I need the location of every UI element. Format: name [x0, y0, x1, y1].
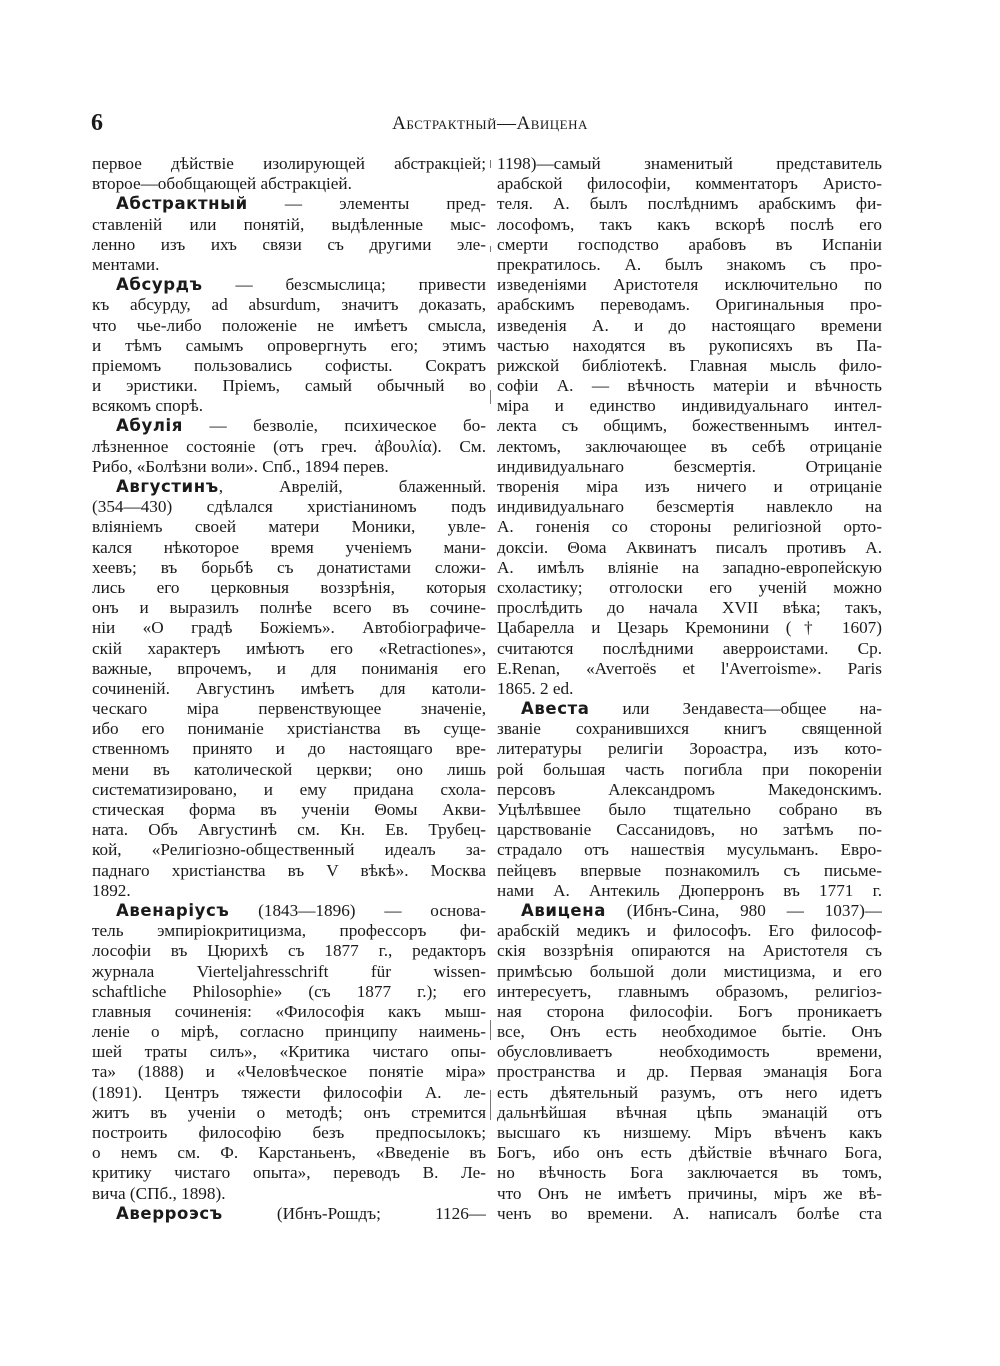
column-rule-mark [490, 1020, 491, 1040]
text-line [92, 982, 486, 1002]
text-line [497, 618, 882, 638]
line-text: софіи А. — вѣчность матеріи и вѣчность [497, 376, 882, 396]
text-line [92, 457, 486, 477]
line-text: схоластику; отголоски его ученій можно [497, 577, 882, 597]
line-text: шей траты силъ», «Критика чистаго опы- [92, 1042, 486, 1062]
text-line [92, 639, 486, 659]
text-line [497, 982, 882, 1002]
line-text: примѣсью большой доли мистицизма, и его [497, 961, 882, 981]
line-text: частью находятся въ рукописяхъ въ Па- [497, 335, 882, 355]
line-text: дальнѣйшая вѣчная цѣпь эманацій отъ [497, 1102, 882, 1122]
running-title: Абстрактный—Авицена [392, 113, 588, 134]
text-line [497, 255, 882, 275]
line-text: рой большая часть погибла при покореніи [497, 759, 882, 779]
line-text: ибо его пониманіе христіанства въ суще- [92, 719, 486, 739]
line-text: считаются послѣдними аверроистами. Ср. [497, 638, 882, 658]
line-text: — элементы пред- [247, 194, 486, 214]
text-line [497, 739, 882, 759]
text-line [92, 659, 486, 679]
text-line [92, 558, 486, 578]
text-line [92, 235, 486, 255]
line-text: изведенія А. и до настоящаго времени [497, 315, 882, 335]
text-line [92, 881, 486, 901]
line-text: леніе о мірѣ, согласно принципу наимень- [92, 1022, 486, 1042]
line-text: второе—обобщающей абстракціей. [92, 174, 352, 194]
line-text: — безсмыслица; привести [202, 275, 486, 295]
entry-first-line [497, 699, 882, 719]
column-rule-mark [490, 390, 491, 404]
column-rule-mark [490, 246, 491, 252]
entry-headword: Абсурдъ [116, 275, 203, 295]
text-line [497, 1062, 882, 1082]
line-text: Уцѣлѣвшее было тщательно собрано въ [497, 800, 882, 819]
line-text: мени въ католической церкви; оно лишь [92, 759, 486, 779]
line-text: кой, «Религіозно-общественный идеалъ за- [92, 840, 486, 860]
line-text: schaftliche Philosophie» (съ 1877 г.); его [92, 981, 486, 1001]
entry-first-line [92, 194, 486, 214]
text-line [92, 295, 486, 315]
text-line [497, 215, 882, 235]
line-text: страдало отъ нашествія мусульманъ. Евро- [497, 840, 882, 860]
line-text: ная сторона философіи. Богъ проникаетъ [497, 1001, 882, 1021]
line-text: лософомъ, такъ какъ вскорѣ послѣ его [497, 214, 882, 234]
line-text: стическая форма въ ученіи Θомы Акви- [92, 800, 486, 819]
line-text: 1198)—самый знаменитый представитель [497, 154, 882, 173]
line-text: есть дѣятельный разумъ, отъ него идетъ [497, 1082, 882, 1102]
line-text: ставленій или понятій, выдѣленные мыс- [92, 214, 486, 234]
line-text: о немъ см. Ф. Карстаньенъ, «Введеніе въ [92, 1143, 486, 1163]
line-text: лись его церковныя воззрѣнія, которыя [92, 577, 486, 597]
text-line [497, 881, 882, 901]
text-line [92, 437, 486, 457]
line-text: нами А. Антекиль Дюперронъ въ 1771 г. [497, 880, 882, 900]
line-text: ніи «О градѣ Божіемъ». Автобіографиче- [92, 618, 486, 638]
line-text: E.Renan, «Averroës et l'Averroisme». Paris [497, 658, 882, 678]
line-text: персовъ Александромъ Македонскимъ. [497, 779, 882, 799]
line-text: — безволіе, психическое бо- [182, 416, 486, 436]
line-text: , Аврелій, блаженный. [218, 477, 486, 496]
entry-headword: Авицена [521, 900, 606, 920]
left-column [92, 154, 486, 1224]
line-text: обусловливаетъ необходимость времени, [497, 1042, 882, 1062]
line-text: но вѣчность Бога заключается въ томъ, [497, 1163, 882, 1183]
text-line [497, 235, 882, 255]
text-line [497, 639, 882, 659]
text-line [497, 517, 882, 537]
text-line [497, 396, 882, 416]
text-line [92, 618, 486, 638]
text-line [497, 578, 882, 598]
line-text: вича (СПб., 1898). [92, 1183, 226, 1203]
line-text: паднаго христіанства въ V вѣкѣ». Москва [92, 860, 486, 880]
text-line [497, 336, 882, 356]
entry-first-line [92, 477, 486, 497]
text-line [497, 861, 882, 881]
line-text: все, Онъ есть необходимое бытіе. Онъ [497, 1022, 882, 1042]
entry-headword: Авенаріусъ [116, 900, 230, 920]
line-text: (1891). Центръ тяжести философіи А. ле- [92, 1082, 486, 1102]
line-text: Рибо, «Болѣзни воли». Спб., 1894 перев. [92, 456, 389, 476]
text-line [497, 1002, 882, 1022]
text-line [92, 739, 486, 759]
column-rule-mark [490, 160, 491, 168]
entry-headword: Абстрактный [116, 194, 248, 214]
text-line [92, 1163, 486, 1183]
text-line [92, 336, 486, 356]
text-line [92, 800, 486, 820]
text-line [497, 457, 882, 477]
text-line [92, 598, 486, 618]
line-text: онъ и выразилъ полнѣе всего въ сочине- [92, 598, 486, 618]
line-text: ченъ во времени. А. написалъ болѣе ста [497, 1203, 882, 1223]
text-line [497, 1123, 882, 1143]
text-line [92, 861, 486, 881]
text-line [497, 275, 882, 295]
line-text: житъ въ ученіи о методѣ; онъ стремится [92, 1102, 486, 1122]
text-line [92, 316, 486, 336]
text-line [497, 1143, 882, 1163]
entry-headword: Абулія [116, 416, 183, 436]
line-text: рижской библіотекѣ. Главная мысль фило- [497, 355, 882, 375]
text-line [497, 416, 882, 436]
line-text: тель эмпиріокритицизма, профессоръ фи- [92, 921, 486, 941]
entry-headword: Авеста [521, 699, 590, 719]
text-line [497, 598, 882, 618]
entry-first-line [497, 901, 882, 921]
text-line [497, 1163, 882, 1183]
text-line [92, 760, 486, 780]
line-text: построить философію безъ предпосылокъ; [92, 1123, 486, 1142]
text-line [92, 941, 486, 961]
line-text: арабскій медикъ и философъ. Его философ- [497, 921, 882, 941]
line-text: систематизировано, и ему придана схола- [92, 779, 486, 799]
text-line [497, 1184, 882, 1204]
page-number: 6 [91, 110, 103, 136]
line-text: индивидуальнаго безсмертія. Отрицаніе [497, 456, 882, 476]
line-text: скій характеръ имѣютъ его «Retractiones», [92, 638, 486, 658]
line-text: прекратилось. А. былъ знакомъ съ про- [497, 254, 882, 274]
text-line [497, 194, 882, 214]
line-text: доксіи. Θома Аквинатъ писалъ противъ А. [497, 537, 882, 557]
entry-first-line [92, 416, 486, 436]
text-line [92, 820, 486, 840]
text-line [92, 154, 486, 174]
line-text: пространства и др. Первая эманація Бога [497, 1062, 882, 1082]
text-line [497, 840, 882, 860]
line-text: ственномъ принято и до настоящаго вре- [92, 739, 486, 759]
text-line [92, 962, 486, 982]
text-line [497, 174, 882, 194]
text-line [92, 538, 486, 558]
line-text: 1892. [92, 880, 131, 900]
line-text: Цабарелла и Цезарь Кремонини († 1607) [497, 618, 882, 638]
text-line [92, 1143, 486, 1163]
line-text: (354—430) сдѣлался христіаниномъ подъ [92, 497, 486, 517]
text-line [497, 659, 882, 679]
text-line [497, 1083, 882, 1103]
text-line [92, 679, 486, 699]
line-text: индивидуальнаго безсмертія навлекло на [497, 497, 882, 517]
line-text: арабской философіи, комментаторъ Аристо- [497, 174, 882, 194]
line-text: (Ибнъ-Сина, 980 — 1037)— [605, 900, 882, 920]
line-text: къ абсурду, ad absurdum, значитъ доказать, [92, 295, 486, 315]
line-text: журнала Vierteljahresschrift für wissen- [92, 961, 486, 981]
line-text: смерти господство арабовъ въ Испаніи [497, 234, 882, 254]
entry-first-line [92, 1204, 486, 1224]
text-line [92, 376, 486, 396]
line-text: интересуетъ, главнымъ образомъ, религіоз- [497, 981, 882, 1001]
line-text: пейцевъ впервые познакомилъ съ письме- [497, 860, 882, 880]
text-line [497, 154, 882, 174]
line-text: та» (1888) и «Человѣческое понятіе міра» [92, 1062, 486, 1082]
text-line [92, 719, 486, 739]
line-text: кался нѣкоторое время ученіемъ мани- [92, 537, 486, 557]
text-line [497, 477, 882, 497]
column-rule-mark [490, 1090, 491, 1120]
line-text: лекта съ общимъ, божественнымъ интел- [497, 416, 882, 436]
line-text: главныя сочиненія: «Философія какъ мыш- [92, 1001, 486, 1021]
line-text: Богъ, ибо онъ есть дѣйствіе вѣчнаго Бога, [497, 1143, 882, 1163]
line-text: что Онъ не имѣетъ причины, міръ же вѣ- [497, 1183, 882, 1203]
line-text: или Зендавеста—общее на- [589, 699, 882, 719]
entry-first-line [92, 901, 486, 921]
text-line [497, 1022, 882, 1042]
line-text: и тѣмъ самымъ опровергнуть его; этимъ [92, 335, 486, 355]
line-text: скія воззрѣнія опираются на Аристотеля съ [497, 941, 882, 961]
line-text: арабскимъ переводамъ. Оригинальныя про- [497, 295, 882, 315]
line-text: пріемомъ пользовались софисты. Сократъ [92, 355, 486, 375]
entry-headword: Аверроэсъ [116, 1203, 223, 1223]
line-text: прослѣдить до начала XVII вѣка; такъ, [497, 598, 882, 618]
line-text: (Ибнъ-Рошдъ; 1126— [222, 1203, 486, 1223]
line-text: литературы религіи Зороастра, изъ кото- [497, 739, 882, 759]
text-line [497, 760, 882, 780]
text-line [497, 719, 882, 739]
text-line [497, 1204, 882, 1224]
text-line [497, 437, 882, 457]
text-line [92, 1083, 486, 1103]
line-text: что чье-либо положеніе не имѣетъ смысла, [92, 315, 486, 335]
text-line [497, 941, 882, 961]
line-text: творенія міра изъ ничего и отрицаніе [497, 477, 882, 496]
text-line [92, 255, 486, 275]
text-line [92, 356, 486, 376]
line-text: лектомъ, заключающее въ себѣ отрицаніе [497, 436, 882, 456]
text-line [497, 558, 882, 578]
text-line [92, 1062, 486, 1082]
line-text: царствованіе Сассанидовъ, но затѣмъ по- [497, 820, 882, 840]
text-line [497, 497, 882, 517]
text-line [92, 174, 486, 194]
text-line [497, 295, 882, 315]
text-line [92, 517, 486, 537]
line-text: всякомъ спорѣ. [92, 396, 203, 416]
text-line [92, 1184, 486, 1204]
line-text: лѣзненное состояніе (отъ греч. ἀβουλία). См. [92, 436, 486, 456]
text-line [497, 1103, 882, 1123]
text-line [497, 962, 882, 982]
line-text: ната. Объ Августинѣ см. Кн. Ев. Трубец- [92, 820, 486, 840]
text-line [497, 921, 882, 941]
line-text: званіе сохранившихся книгъ священной [497, 719, 882, 739]
text-line [497, 376, 882, 396]
text-line [92, 215, 486, 235]
text-line [92, 1123, 486, 1143]
text-line [497, 780, 882, 800]
text-line [497, 538, 882, 558]
text-line [92, 840, 486, 860]
line-text: критику чистаго опыта», переводъ В. Ле- [92, 1163, 486, 1183]
line-text: міра и единство индивидуальнаго интел- [497, 396, 882, 416]
text-line [92, 921, 486, 941]
line-text: ментами. [92, 254, 160, 274]
text-line [92, 497, 486, 517]
text-line [92, 396, 486, 416]
text-line [497, 820, 882, 840]
line-text: (1843—1896) — основа- [229, 900, 486, 920]
text-line [92, 1022, 486, 1042]
text-line [497, 1042, 882, 1062]
line-text: ленно изъ ихъ связи съ другими эле- [92, 234, 486, 254]
text-line [92, 1002, 486, 1022]
line-text: первое дѣйствіе изолирующей абстракціей; [92, 154, 486, 173]
text-line [497, 356, 882, 376]
text-line [92, 699, 486, 719]
text-line [92, 780, 486, 800]
text-line [92, 1042, 486, 1062]
entry-first-line [92, 275, 486, 295]
line-text: ческаго міра первенствующее значеніе, [92, 699, 486, 719]
text-line [92, 1103, 486, 1123]
right-column [497, 154, 882, 1224]
entry-headword: Августинъ [116, 477, 219, 496]
line-text: и эристики. Пріемъ, самый обычный во [92, 376, 486, 396]
line-text: хеевъ; въ борьбѣ съ донатистами сложи- [92, 557, 486, 577]
line-text: А. гоненія со стороны религіозной орто- [497, 517, 882, 537]
line-text: вліяніемъ своей матери Моники, увле- [92, 517, 486, 537]
line-text: теля. А. былъ послѣднимъ арабскимъ фи- [497, 194, 882, 214]
line-text: сочиненій. Августинъ имѣетъ для католи- [92, 678, 486, 698]
text-line [497, 316, 882, 336]
text-line [497, 679, 882, 699]
line-text: изведеніями Аристотеля исключительно по [497, 275, 882, 295]
text-line [92, 578, 486, 598]
text-line [497, 800, 882, 820]
line-text: важные, впрочемъ, и для пониманія его [92, 658, 486, 678]
line-text: А. имѣлъ вліяніе на западно-европейскую [497, 557, 882, 577]
line-text: 1865. 2 ed. [497, 678, 574, 698]
line-text: высшаго къ низшему. Міръ вѣченъ какъ [497, 1123, 882, 1142]
line-text: лософіи въ Цюрихѣ съ 1877 г., редакторъ [92, 941, 486, 961]
